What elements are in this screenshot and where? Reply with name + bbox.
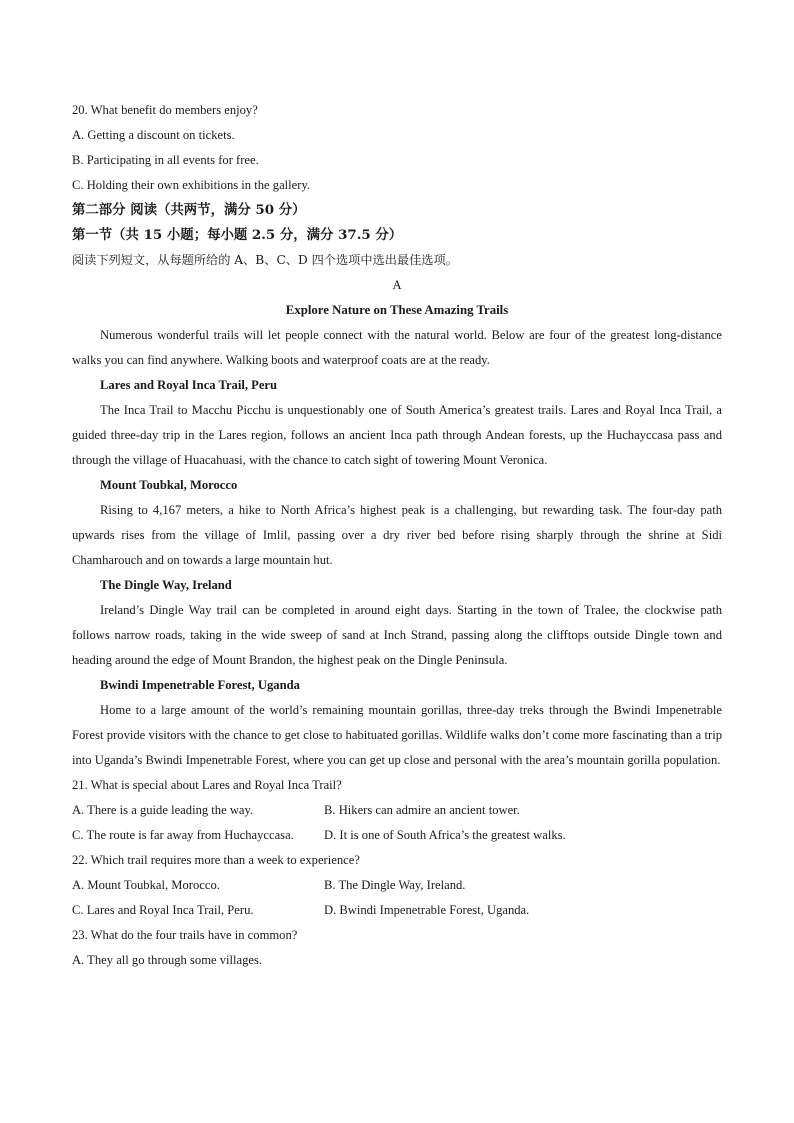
question-22-stem: 22. Which trail requires more than a week to experience? (72, 853, 360, 867)
question-23-option-a: A. They all go through some villages. (72, 953, 263, 967)
trail-paragraph-morocco (72, 498, 722, 573)
trail-paragraph-uganda (72, 698, 722, 773)
trail-heading-uganda: Bwindi Impenetrable Forest, Uganda (100, 678, 300, 692)
question-21-option-a: A. There is a guide leading the way. (72, 803, 254, 817)
trail-text-ireland: Ireland’s Dingle Way trail can be completed in around eight days. Starting in the town of Tralee, the clockwise path follows narrow roads, taking in the wide sweep of sand at Inch Strand, passing along the clifftops outside Dingle town and heading around the edge of Mount Brandon, the highest peak on the Dingle Peninsula. (72, 603, 722, 667)
question-21-option-c: C. The route is far away from Huchayccasa. (72, 828, 294, 842)
section-1-heading: 第一节（共 15 小题；每小题 2.5 分，满分 37.5 分） (72, 227, 403, 243)
trail-heading-ireland: The Dingle Way, Ireland (100, 578, 232, 592)
question-22-option-d: D. Bwindi Impenetrable Forest, Uganda. (324, 903, 530, 917)
question-22-option-c: C. Lares and Royal Inca Trail, Peru. (72, 903, 254, 917)
passage-intro (72, 323, 722, 373)
question-21-option-d: D. It is one of South Africa’s the greatest walks. (324, 828, 566, 842)
passage-label: A (392, 278, 402, 292)
question-20-option-c: C. Holding their own exhibitions in the gallery. (72, 178, 311, 192)
question-22-options-row-1 (72, 873, 722, 898)
question-20-option-b: B. Participating in all events for free. (72, 153, 259, 167)
question-21-options-row-1 (72, 798, 722, 823)
trail-paragraph-ireland (72, 598, 722, 673)
trail-text-morocco: Rising to 4,167 meters, a hike to North Africa’s highest peak is a challenging, but rewarding task. The four-day path upwards rises from the village of Imlil, passing over a dry river bed before rising sharply through the shrine at Sidi Chamharouch and on towards a large mountain hut. (72, 503, 722, 567)
part-2-heading: 第二部分 阅读（共两节，满分 50 分） (72, 202, 306, 218)
question-21-options-row-2 (72, 823, 722, 848)
question-22-option-a: A. Mount Toubkal, Morocco. (72, 878, 220, 892)
trail-heading-morocco: Mount Toubkal, Morocco (100, 478, 238, 492)
exam-page (72, 98, 722, 973)
passage-title: Explore Nature on These Amazing Trails (285, 303, 509, 317)
reading-instruction: 阅读下列短文，从每题所给的 A、B、C、D 四个选项中选出最佳选项。 (72, 253, 458, 267)
question-22-options-row-2 (72, 898, 722, 923)
question-20-option-a: A. Getting a discount on tickets. (72, 128, 235, 142)
question-22-option-b: B. The Dingle Way, Ireland. (324, 878, 466, 892)
question-23-stem: 23. What do the four trails have in common? (72, 928, 298, 942)
question-21-option-b: B. Hikers can admire an ancient tower. (324, 803, 520, 817)
trail-text-peru: The Inca Trail to Macchu Picchu is unquestionably one of South America’s greatest trails. Lares and Royal Inca Trail, a guided three-day trip in the Lares region, follows an ancient Inca path through Andean forests, up the Huchayccasa pass and through the village of Huacahuasi, with the chance to catch sight of towering Mount Veronica. (72, 403, 722, 467)
question-20-stem: 20. What benefit do members enjoy? (72, 103, 258, 117)
trail-paragraph-peru (72, 398, 722, 473)
trail-text-uganda: Home to a large amount of the world’s remaining mountain gorillas, three-day treks through the Bwindi Impenetrable Forest provide visitors with the chance to get close to habituated gorillas. Wildlife walks don’t come more fascinating than a trip into Uganda’s Bwindi Impenetrable Forest, where you can get up close and personal with the area’s mountain gorilla population. (72, 703, 722, 767)
question-21-stem: 21. What is special about Lares and Royal Inca Trail? (72, 778, 342, 792)
passage-intro-text: Numerous wonderful trails will let people connect with the natural world. Below are four of the greatest long-distance walks you can find anywhere. Walking boots and waterproof coats are at the ready. (72, 328, 722, 367)
trail-heading-peru: Lares and Royal Inca Trail, Peru (100, 378, 278, 392)
